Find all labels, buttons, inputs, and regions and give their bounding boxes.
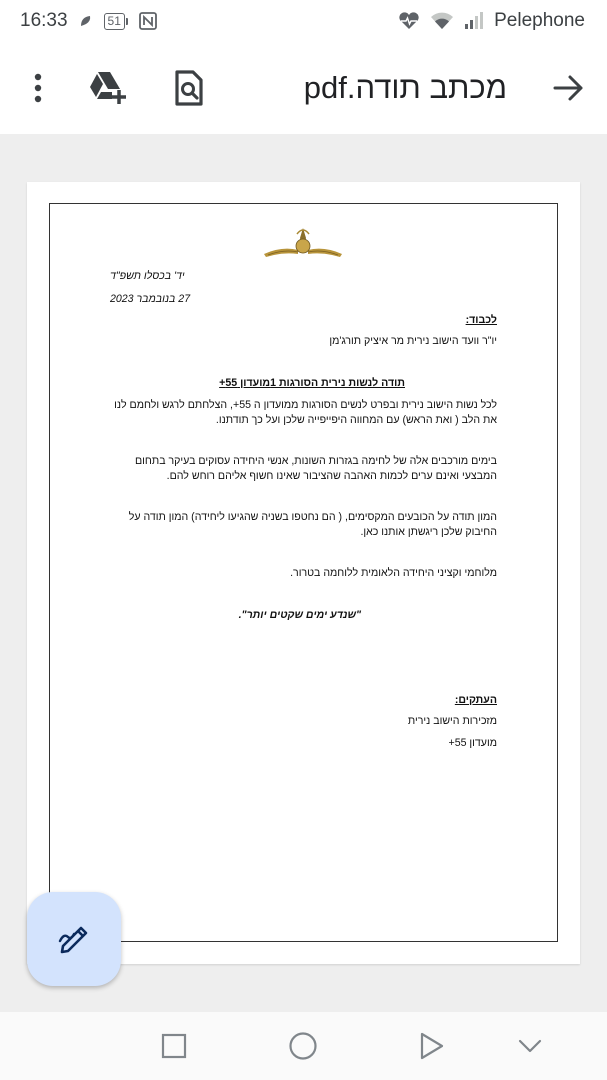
status-right [398,10,585,32]
home-button[interactable] [273,1012,333,1080]
paragraph1-line1: לכל נשות הישוב נירית ובפרט לנשים הסורגות ממועדון ה 55+, הצלחתם לרגש ולחמם לנו [114,399,497,411]
annotate-pen-icon [56,921,92,957]
wifi-icon [430,12,454,30]
copies-label: העתקים: [454,694,497,706]
paragraph1-line2: את הלב ( ואת הראש) עם המחווה היפייפייה שלכן ועל כך תודתנו. [215,414,497,426]
motto-line: "שנדע ימים שקטים יותר". [238,609,361,621]
back-arrow-icon [553,74,585,102]
paragraph3-line1: המון תודה על הכובעים המקסימים, ( הם נחטפו בשניה שהגיעו ליחידה) המון תודה על [128,511,497,523]
copy-recipient-2: מועדון 55+ [448,737,497,749]
status-time: 16:33 [20,10,68,31]
nav-back-button[interactable] [402,1012,462,1080]
pdf-page[interactable] [27,182,580,964]
home-circle-icon [288,1031,318,1061]
nfc-icon [138,11,158,31]
back-button[interactable] [545,42,593,134]
recents-square-icon [161,1033,187,1059]
more-vert-icon [33,72,43,104]
pdf-viewer[interactable] [0,134,607,1012]
date-hebrew: יד' בכסלו תשפ"ד [110,270,185,282]
more-options-button[interactable] [16,42,60,134]
back-triangle-icon [419,1031,445,1061]
recents-button[interactable] [144,1012,204,1080]
keyboard-down-icon [518,1038,542,1054]
add-to-drive-icon [88,70,128,106]
date-gregorian: 27 בנובמבר 2023 [110,293,191,305]
unit-emblem-icon [262,224,344,260]
notification-icon [78,13,94,29]
paragraph2-line1: בימים מורכבים אלה של לחימה בגזרות השונות, אנשי היחידה עסוקים בעיקר בתחום [134,455,497,467]
add-to-drive-button[interactable] [82,42,134,134]
paragraph3-line2: החיבוק שלכן ריגשתן אותנו כאן. [360,526,497,538]
recipient-line: יו"ר וועד הישוב נירית מר איציק תורג'מן [329,335,497,347]
system-nav-bar [0,1012,607,1080]
annotate-button[interactable] [27,892,121,986]
battery-icon [104,13,128,30]
document-title: מכתב תודה.pdf [303,70,507,105]
signal-icon [464,12,484,30]
subject-line: תודה לנשות נירית הסורגות 1מועדון 55+ [219,377,405,389]
search-in-file-icon [174,70,204,106]
hide-keyboard-button[interactable] [500,1012,560,1080]
to-label: לכבוד: [465,314,497,326]
signoff-line: מלוחמי וקציני היחידה הלאומית ללוחמה בטרור. [290,567,497,579]
paragraph2-line2: המבצעי ואינם ערים לכמות האהבה שהציבור שאינו חשוף אליהם רוחש להם. [166,470,497,482]
copy-recipient-1: מזכירות הישוב נירית [407,715,497,727]
status-bar [0,0,607,42]
carrier-name: Pelephone [494,10,585,31]
heart-rate-icon [398,12,420,30]
page-border [49,203,558,942]
status-left [20,10,158,32]
battery-level: 51 [104,13,125,30]
search-in-file-button[interactable] [163,42,215,134]
app-bar [0,42,607,134]
